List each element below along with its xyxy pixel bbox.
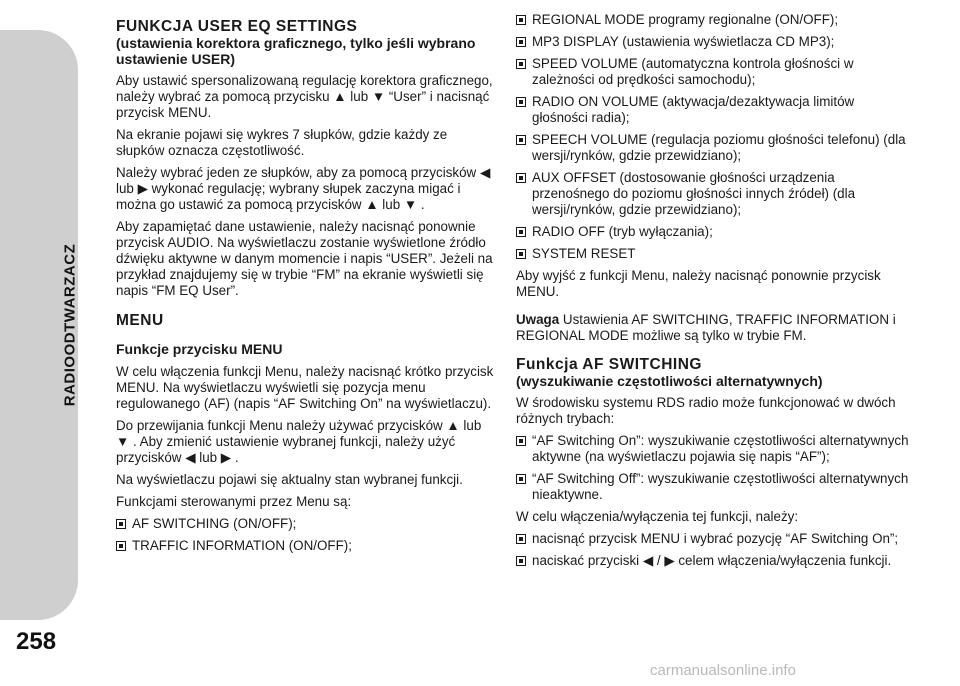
section-label: RADIOODTWARZACZ xyxy=(61,243,79,407)
right-column xyxy=(516,12,912,575)
paragraph: Do przewijania funkcji Menu należy używać przycisków ▲ lub ▼ . Aby zmienić ustawienie wybranej funkcji, należy użyć przycisków ◀ lub ▶ . xyxy=(116,418,482,465)
list-item: “AF Switching On”: wyszukiwanie częstotliwości alternatywnych aktywne (na wyświetlaczu pojawia się napis “AF”); xyxy=(516,433,912,465)
list-item: REGIONAL MODE programy regionalne (ON/OFF); xyxy=(516,12,912,28)
watermark: carmanualsonline.info xyxy=(650,662,796,679)
list-item: MP3 DISPLAY (ustawienia wyświetlacza CD MP3); xyxy=(516,34,912,50)
af-heading: Funkcja AF SWITCHING xyxy=(516,356,702,373)
paragraph: Należy wybrać jeden ze słupków, aby za pomocą przycisków ◀ lub ▶ wykonać regulację; wybrany słupek zaczyna migać i można go ustawić za pomocą przycisków ▲ lub ▼ . xyxy=(116,165,491,212)
af-subheading: (wyszukiwanie częstotliwości alternatywnych) xyxy=(516,373,823,389)
list-item: TRAFFIC INFORMATION (ON/OFF); xyxy=(116,538,494,554)
paragraph: W środowisku systemu RDS radio może funkcjonować w dwóch różnych trybach: xyxy=(516,395,896,426)
checkbox-bullet-icon xyxy=(516,135,526,145)
checkbox-bullet-icon xyxy=(516,556,526,566)
checkbox-bullet-icon xyxy=(516,227,526,237)
note-text: Ustawienia AF SWITCHING, TRAFFIC INFORMATION i REGIONAL MODE możliwe są tylko w trybie FM. xyxy=(516,312,896,343)
checkbox-bullet-icon xyxy=(516,15,526,25)
checkbox-bullet-icon xyxy=(516,37,526,47)
rds-mode-list xyxy=(516,433,912,503)
left-column xyxy=(116,12,494,560)
paragraph: Na ekranie pojawi się wykres 7 słupków, gdzie każdy ze słupków oznacza częstotliwość. xyxy=(116,127,448,158)
paragraph: Aby wyjść z funkcji Menu, należy nacisnąć ponownie przycisk MENU. xyxy=(516,268,881,299)
note xyxy=(516,312,912,344)
list-item: AF SWITCHING (ON/OFF); xyxy=(116,516,494,532)
checkbox-bullet-icon xyxy=(516,436,526,446)
checkbox-bullet-icon xyxy=(516,249,526,259)
checkbox-bullet-icon xyxy=(516,474,526,484)
list-item: naciskać przyciski ◀ / ▶ celem włączenia/wyłączenia funkcji. xyxy=(516,553,912,569)
list-item: AUX OFFSET (dostosowanie głośności urządzenia przenośnego do poziomu głośności innych źródeł) (dla wersji/rynków, gdzie przewidziano); xyxy=(516,170,912,218)
checkbox-bullet-icon xyxy=(516,97,526,107)
paragraph: Na wyświetlaczu pojawi się aktualny stan wybranej funkcji. xyxy=(116,472,463,487)
menu-function-list xyxy=(516,12,912,262)
page-number: 258 xyxy=(16,628,57,655)
list-item: RADIO ON VOLUME (aktywacja/dezaktywacja limitów głośności radia); xyxy=(516,94,912,126)
toggle-steps-list xyxy=(516,531,912,569)
checkbox-bullet-icon xyxy=(516,173,526,183)
paragraph: Funkcjami sterowanymi przez Menu są: xyxy=(116,494,352,509)
list-item: “AF Switching Off”: wyszukiwanie częstotliwości alternatywnych nieaktywne. xyxy=(516,471,912,503)
note-label: Uwaga xyxy=(516,312,560,327)
menu-heading: MENU xyxy=(116,312,164,329)
menu-subheading: Funkcje przycisku MENU xyxy=(116,341,283,357)
paragraph: Aby ustawić spersonalizowaną regulację korektora graficznego, należy wybrać za pomocą przycisku ▲ lub ▼ “User” i nacisnąć przycisk MENU. xyxy=(116,73,493,120)
section-heading: FUNKCJA USER EQ SETTINGS xyxy=(116,18,358,35)
sidebar xyxy=(0,0,94,686)
checkbox-bullet-icon xyxy=(516,59,526,69)
list-item: SPEED VOLUME (automatyczna kontrola głośności w zależności od prędkości samochodu); xyxy=(516,56,912,88)
paragraph: W celu włączenia/wyłączenia tej funkcji, należy: xyxy=(516,509,799,524)
list-item: SPEECH VOLUME (regulacja poziomu głośności telefonu) (dla wersji/rynków, gdzie przewidziano); xyxy=(516,132,912,164)
checkbox-bullet-icon xyxy=(516,534,526,544)
checkbox-bullet-icon xyxy=(116,519,126,529)
section-subheading: (ustawienia korektora graficznego, tylko jeśli wybrano ustawienie USER) xyxy=(116,35,476,67)
checkbox-bullet-icon xyxy=(116,541,126,551)
list-item: RADIO OFF (tryb wyłączania); xyxy=(516,224,912,240)
paragraph: W celu włączenia funkcji Menu, należy nacisnąć krótko przycisk MENU. Na wyświetlaczu wyświetli się pozycja menu regulowanego (AF) (napis “AF Switching On” na wyświetlaczu). xyxy=(116,364,494,411)
list-item: nacisnąć przycisk MENU i wybrać pozycję “AF Switching On”; xyxy=(516,531,912,547)
menu-function-list xyxy=(116,516,494,554)
list-item: SYSTEM RESET xyxy=(516,246,912,262)
paragraph: Aby zapamiętać dane ustawienie, należy nacisnąć ponownie przycisk AUDIO. Na wyświetlaczu zostanie wyświetlone źródło dźwięku aktywne w danym momencie i napis “USER”. Jeżeli na przykład znajdujemy się w trybie “FM” na ekranie wyświetli się napis “FM EQ User”. xyxy=(116,219,493,298)
